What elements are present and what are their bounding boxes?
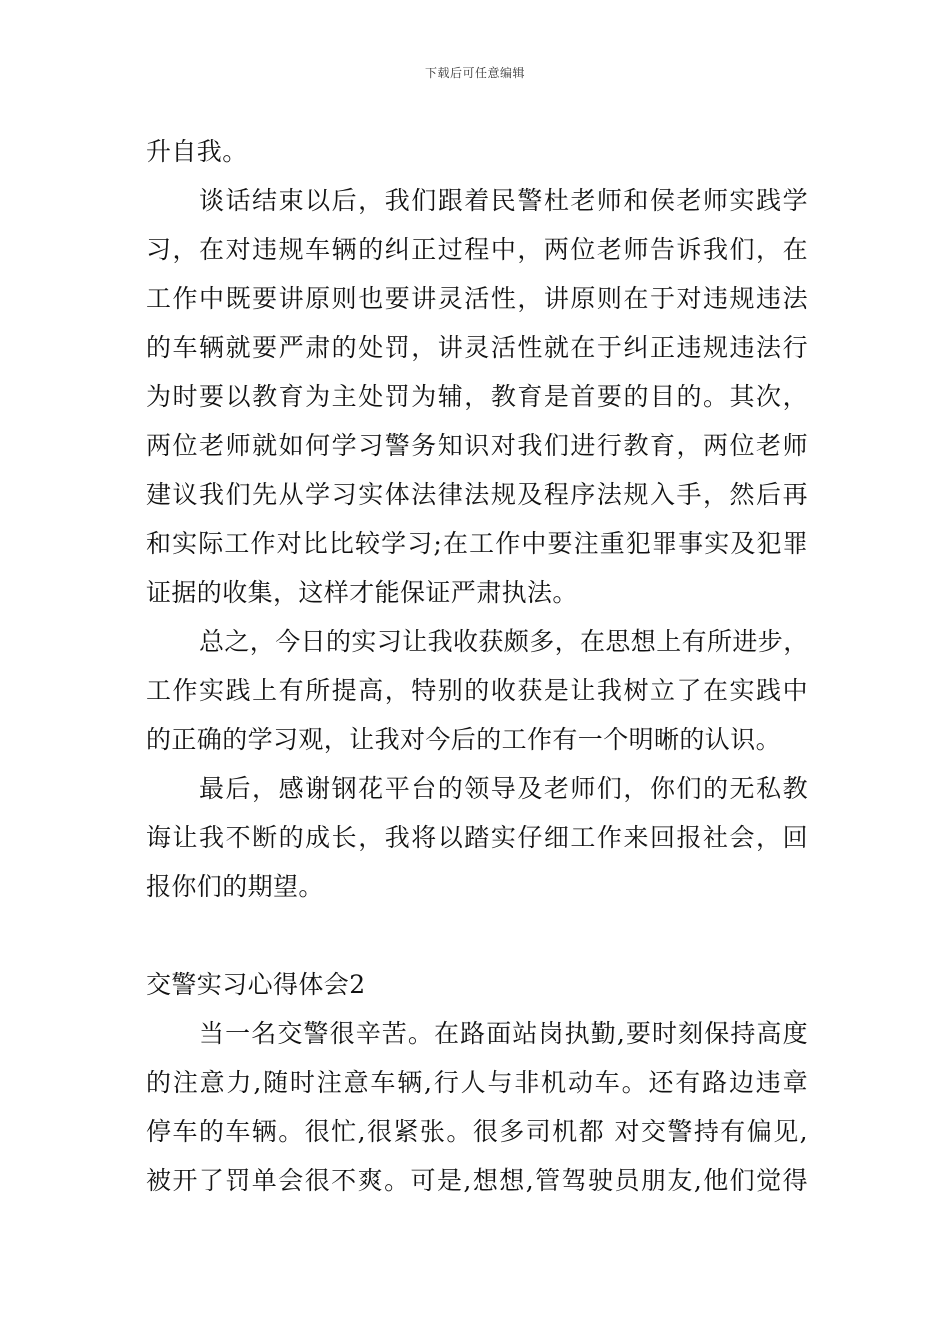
section-heading: 交警实习心得体会2 (146, 970, 366, 999)
text-line: 停车的车辆。很忙,很紧张。很多司机都 对交警持有偏见, (146, 1117, 808, 1146)
text-line: 最后，感谢钢花平台的领导及老师们，你们的无私教 (199, 774, 808, 803)
text-line: 诲让我不断的成长，我将以踏实仔细工作来回报社会，回 (146, 823, 808, 852)
text-line: 两位老师就如何学习警务知识对我们进行教育，两位老师 (146, 431, 808, 460)
text-line: 的正确的学习观，让我对今后的工作有一个明晰的认识。 (146, 725, 782, 754)
text-line: 工作中既要讲原则也要讲灵活性，讲原则在于对违规违法 (146, 284, 808, 313)
text-line: 工作实践上有所提高，特别的收获是让我树立了在实践中 (146, 676, 808, 705)
text-line: 报你们的期望。 (146, 872, 324, 901)
document-body (146, 127, 808, 1205)
text-line: 和实际工作对比比较学习;在工作中要注重犯罪事实及犯罪 (146, 529, 808, 558)
text-line: 当一名交警很辛苦。在路面站岗执勤,要时刻保持高度 (199, 1019, 808, 1048)
text-line: 证据的收集，这样才能保证严肃执法。 (146, 578, 578, 607)
text-line: 习，在对违规车辆的纠正过程中，两位老师告诉我们，在 (146, 235, 808, 264)
text-line: 的注意力,随时注意车辆,行人与非机动车。还有路边违章 (146, 1068, 808, 1097)
page-header: 下载后可任意编辑 (424, 66, 525, 80)
text-line: 总之，今日的实习让我收获颇多，在思想上有所进步， (199, 627, 809, 656)
text-line: 升自我。 (146, 137, 248, 166)
text-line: 被开了罚单会很不爽。可是,想想,管驾驶员朋友,他们觉得 (146, 1166, 808, 1195)
blank-line (146, 911, 808, 960)
text-line: 为时要以教育为主处罚为辅，教育是首要的目的。其次， (146, 382, 808, 411)
text-line: 的车辆就要严肃的处罚，讲灵活性就在于纠正违规违法行 (146, 333, 808, 362)
text-line: 谈话结束以后，我们跟着民警杜老师和侯老师实践学 (199, 186, 808, 215)
text-line: 建议我们先从学习实体法律法规及程序法规入手，然后再 (146, 480, 808, 509)
